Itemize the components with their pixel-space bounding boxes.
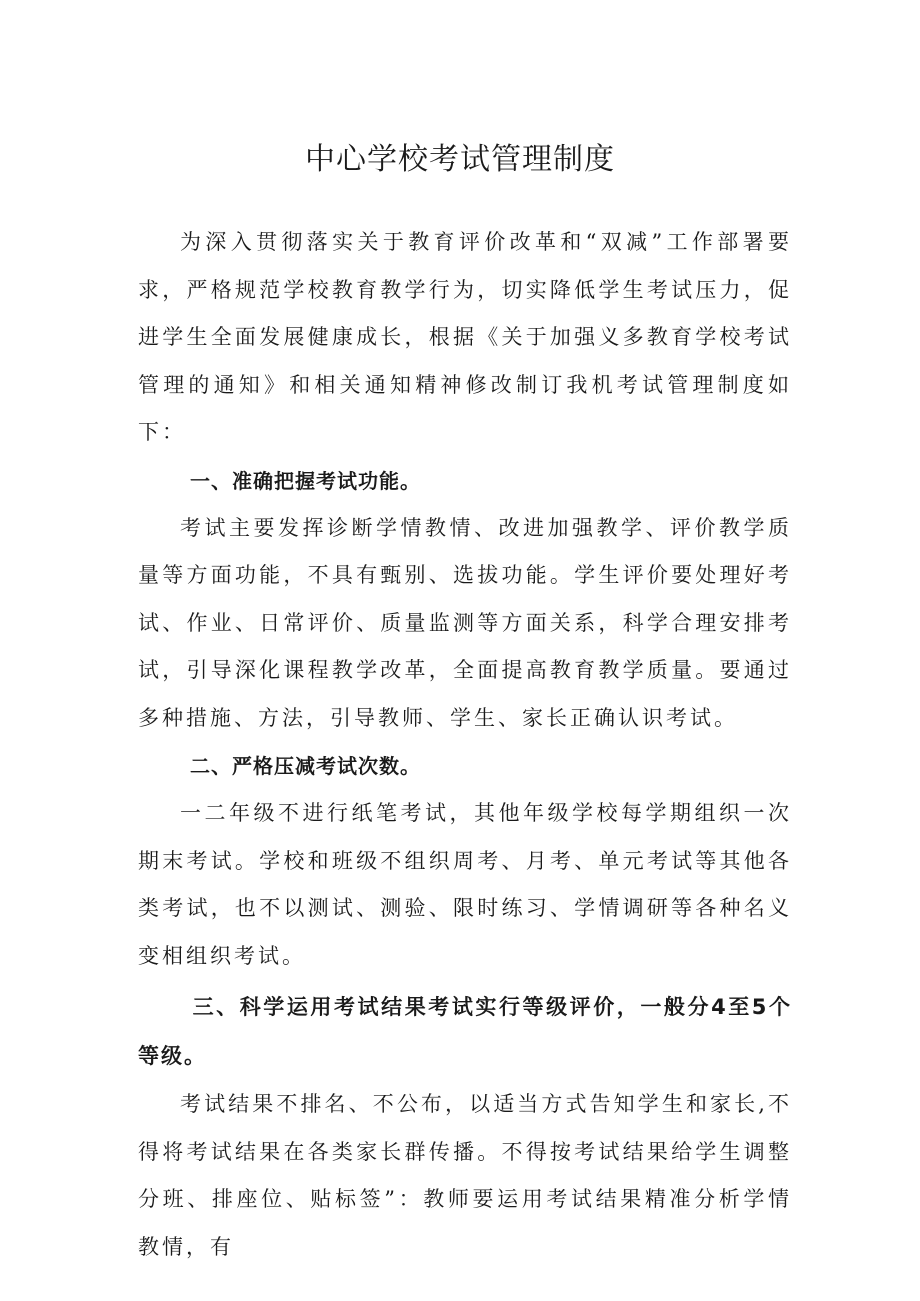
section-heading-3: 三、科学运用考试结果考试实行等级评价，一般分4至5个等级。 [138,995,792,1068]
document-body [138,219,792,1271]
section-heading-2: 二、严格压减考试次数。 [190,754,421,778]
section-heading-1: 一、准确把握考试功能。 [190,468,421,493]
document-title: 中心学校考试管理制度 [305,142,615,177]
section-body-1: 考试主要发挥诊断学情教情、改进加强教学、评价教学质量等方面功能，不具有甄别、选拔功能。学生评价要处理好考试、作业、日常评价、质量监测等方面关系，科学合理安排考试，引导深化课程教学改革，全面提高教育教学质量。要通过多种措施、方法，引导教师、学生、家长正确认识考试。 [138,515,792,730]
section-body-3: 考试结果不排名、不公布，以适当方式告知学生和家长,不得将考试结果在各类家长群传播。不得按考试结果给学生调整分班、排座位、贴标签”：教师要运用考试结果精准分析学情教情，有 [138,1092,792,1259]
intro-paragraph: 为深入贯彻落实关于教育评价改革和“双减”工作部署要求，严格规范学校教育教学行为，切实降低学生考试压力，促进学生全面发展健康成长，根据《关于加强义多教育学校考试管理的通知》和相关通知精神修改制订我机考试管理制度如下： [138,230,792,444]
section-body-2: 一二年级不进行纸笔考试，其他年级学校每学期组织一次期末考试。学校和班级不组织周考、月考、单元考试等其他各类考试，也不以测试、测验、限时练习、学情调研等各种名义变相组织考试。 [138,801,792,968]
